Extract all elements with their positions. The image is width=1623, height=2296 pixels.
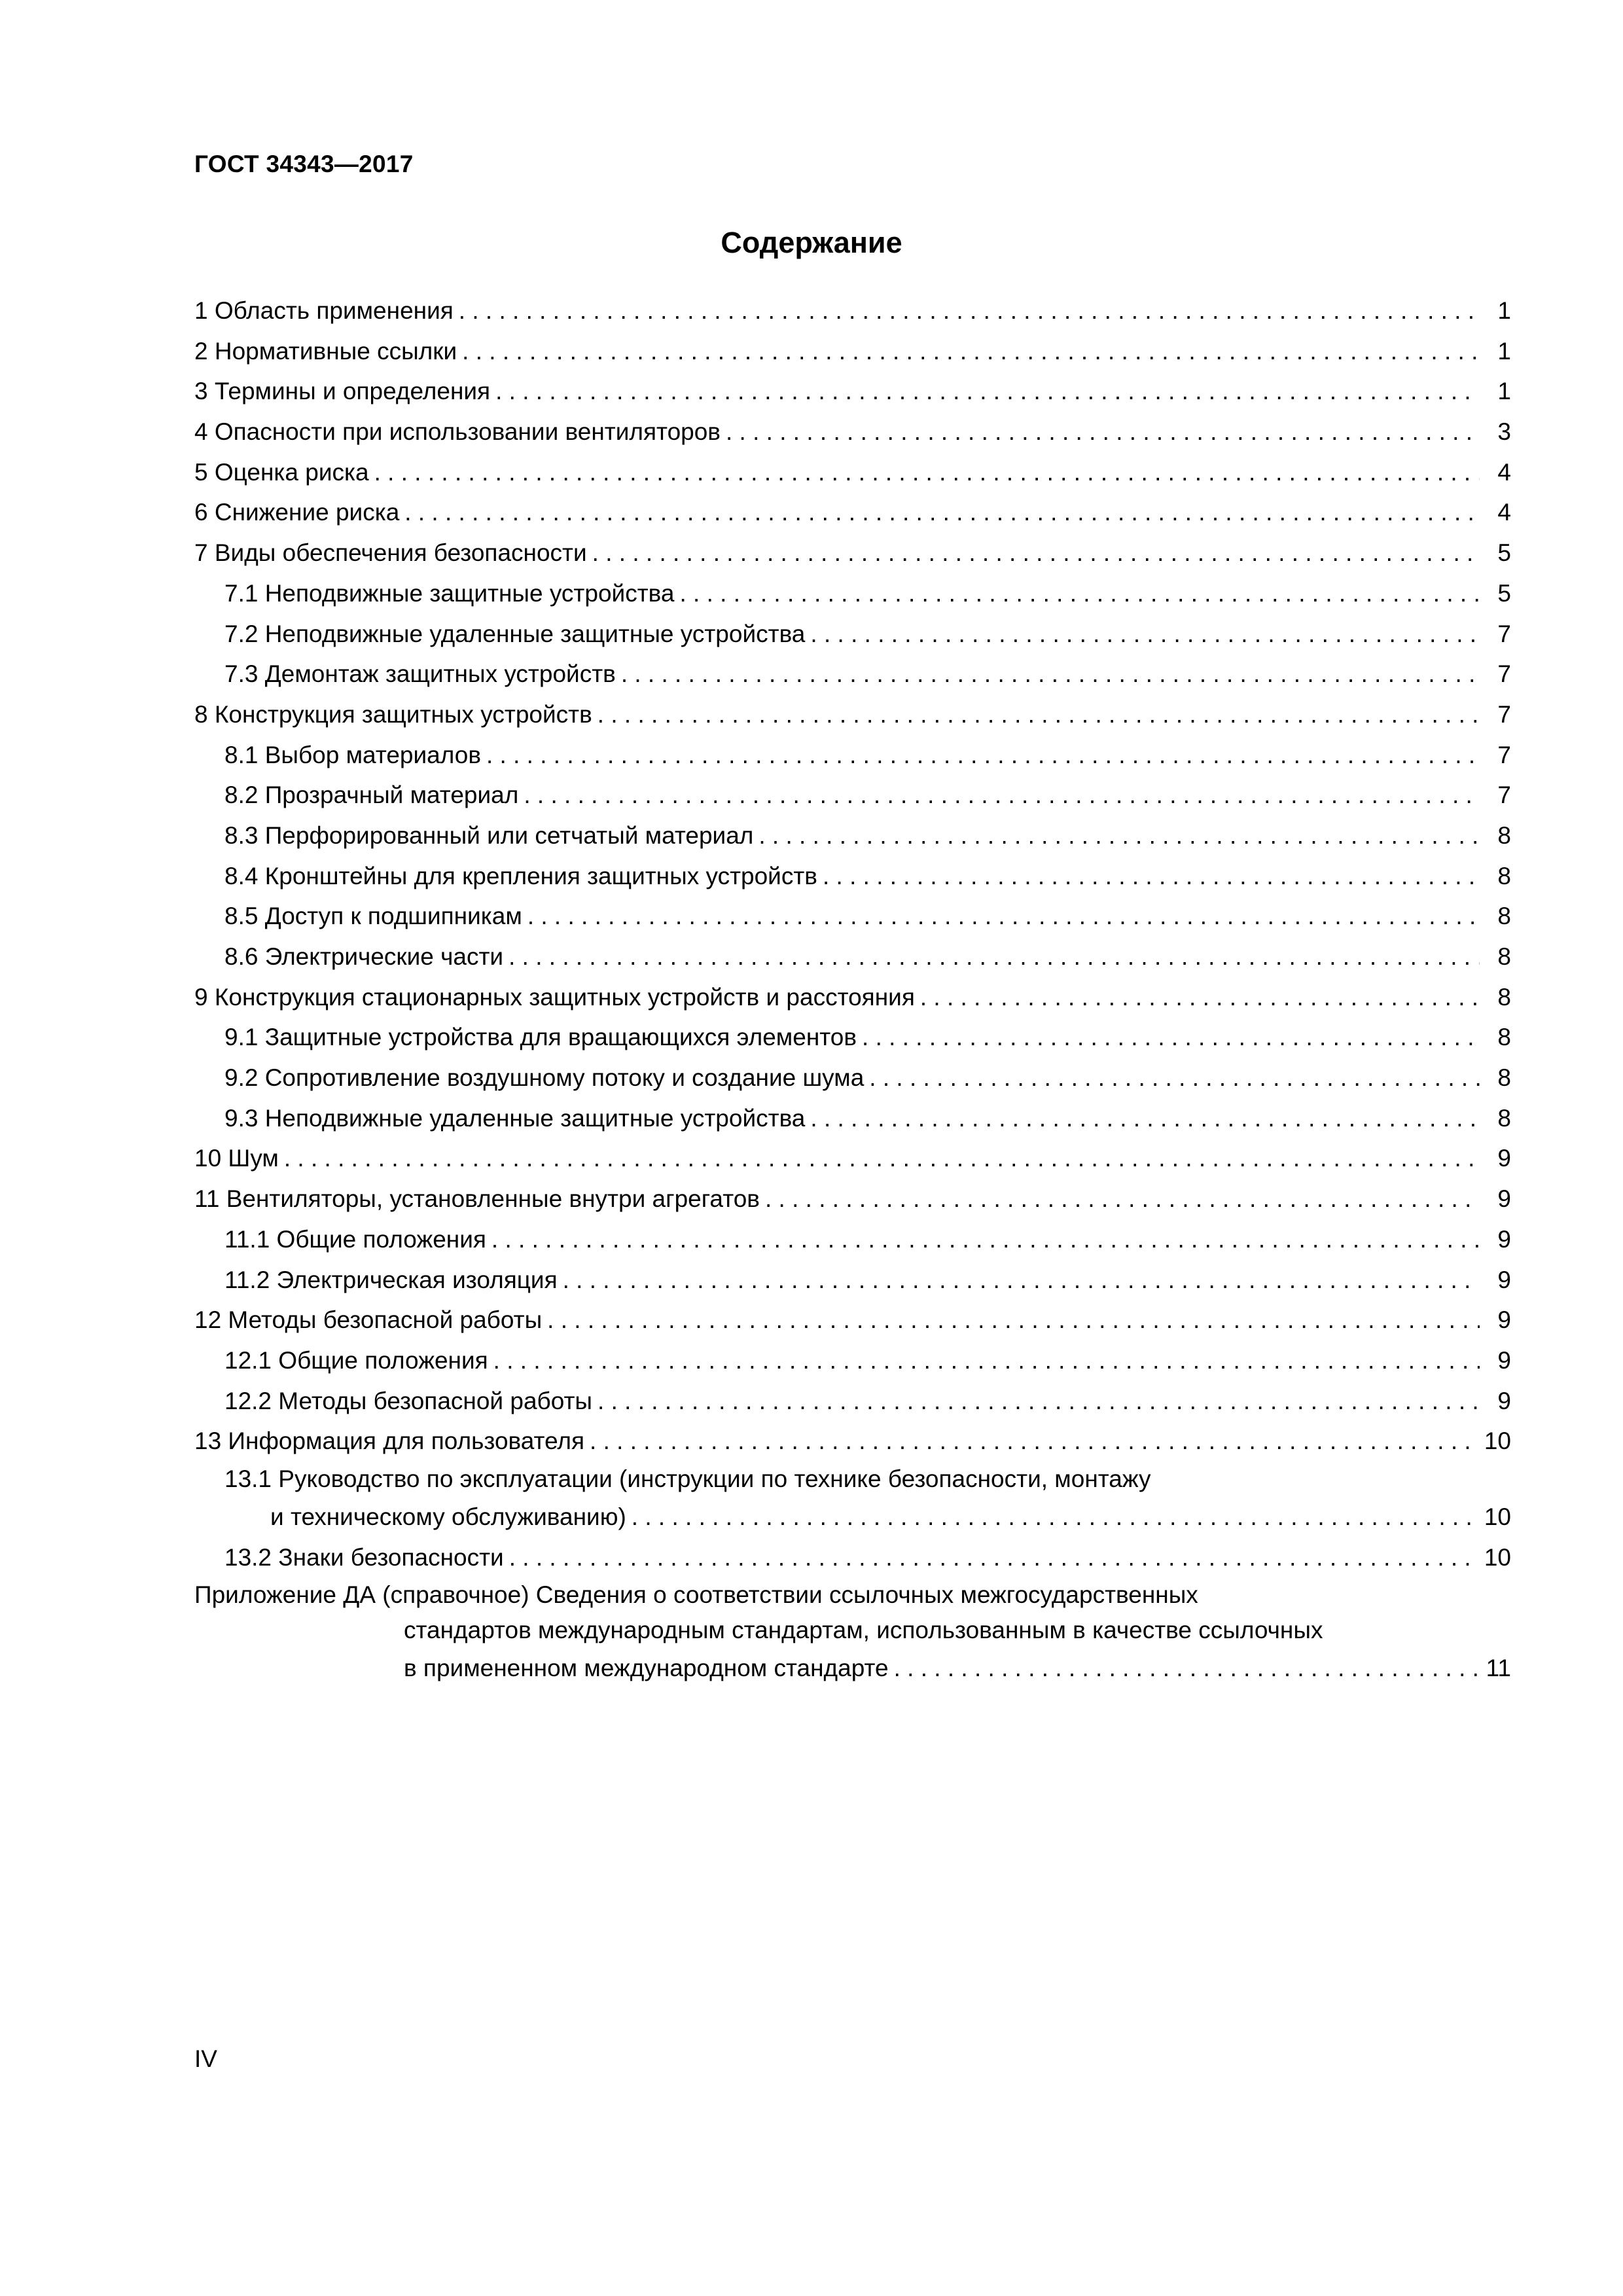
- toc-entry-label: 8.1 Выбор материалов: [224, 741, 481, 768]
- toc-entry[interactable]: [194, 654, 1511, 694]
- toc-entry[interactable]: [194, 533, 1511, 573]
- leader-dots: [621, 654, 1480, 694]
- toc-entry-page: 1: [1497, 337, 1511, 365]
- toc-entry[interactable]: [194, 1138, 1511, 1179]
- leader-dots: [679, 573, 1480, 614]
- toc-entry-label: 11.1 Общие положения: [224, 1225, 486, 1253]
- toc-entry-label: 3 Термины и определения: [194, 378, 491, 405]
- toc-entry-label: Приложение ДА (справочное) Сведения о соответствии ссылочных межгосударственных: [194, 1581, 1198, 1609]
- leader-dots: [491, 1219, 1480, 1260]
- toc-entry[interactable]: [194, 896, 1511, 937]
- toc-entry[interactable]: [194, 291, 1511, 331]
- toc-entry-label: 11 Вентиляторы, установленные внутри агрегатов: [194, 1185, 760, 1213]
- toc-entry-label: 8.5 Доступ к подшипникам: [224, 903, 522, 930]
- toc-entry-page: 8: [1497, 903, 1511, 930]
- toc-entry-label: 1 Область применения: [194, 297, 454, 324]
- toc-entry-page: 7: [1497, 620, 1511, 647]
- toc-entry-label: 8.3 Перфорированный или сетчатый материал: [224, 821, 754, 849]
- leader-dots: [823, 856, 1480, 897]
- toc-entry-page: 9: [1497, 1346, 1511, 1374]
- toc-entry-page: 8: [1497, 1064, 1511, 1092]
- toc-entry-label: 7.2 Неподвижные удаленные защитные устройства: [224, 620, 806, 647]
- toc-entry-page: 9: [1497, 1225, 1511, 1253]
- toc-entry-label: 8 Конструкция защитных устройств: [194, 700, 592, 728]
- leader-dots: [486, 735, 1480, 776]
- toc-entry[interactable]: [194, 1179, 1511, 1219]
- toc-entry-page: 1: [1497, 297, 1511, 324]
- toc-entry-label: стандартов международным стандартам, использованным в качестве ссылочных: [404, 1617, 1323, 1644]
- toc-entry-label: 7.3 Демонтаж защитных устройств: [224, 660, 616, 688]
- toc-entry-label: 6 Снижение риска: [194, 499, 400, 526]
- toc-entry-label: 13.1 Руководство по эксплуатации (инструкции по технике безопасности, монтажу: [224, 1465, 1151, 1492]
- toc-entry-label: 10 Шум: [194, 1145, 279, 1172]
- toc-entry[interactable]: [194, 452, 1511, 493]
- toc-entry[interactable]: [194, 1381, 1511, 1422]
- leader-dots: [508, 937, 1480, 977]
- toc-entry-page: 8: [1497, 821, 1511, 849]
- toc-entry[interactable]: [194, 1462, 1511, 1537]
- leader-dots: [404, 492, 1480, 533]
- toc-entry[interactable]: [194, 1300, 1511, 1340]
- toc-entry[interactable]: [194, 1577, 1511, 1689]
- toc-entry-label: 13 Информация для пользователя: [194, 1427, 585, 1455]
- leader-dots: [810, 1098, 1480, 1139]
- toc-entry-page: 9: [1497, 1266, 1511, 1293]
- toc-entry[interactable]: [194, 694, 1511, 735]
- toc-entry-label: 12.2 Методы безопасной работы: [224, 1387, 593, 1414]
- leader-dots: [547, 1300, 1480, 1340]
- toc-entry-label: 8.4 Кронштейны для крепления защитных устройств: [224, 862, 817, 889]
- toc-entry-label: 12.1 Общие положения: [224, 1346, 488, 1374]
- toc-entry-label: 2 Нормативные ссылки: [194, 337, 457, 365]
- leader-dots: [459, 291, 1480, 331]
- toc-entry-page: 9: [1497, 1185, 1511, 1213]
- toc-entry-label: 13.2 Знаки безопасности: [224, 1543, 504, 1571]
- toc-entry-label: 12 Методы безопасной работы: [194, 1306, 543, 1334]
- toc-entry-label: 9.2 Сопротивление воздушному потоку и создание шума: [224, 1064, 865, 1092]
- toc-entry-label: 9 Конструкция стационарных защитных устройств и расстояния: [194, 983, 915, 1011]
- toc-entry-page: 8: [1497, 1024, 1511, 1051]
- toc-entry-page: 4: [1497, 458, 1511, 486]
- toc-entry[interactable]: [194, 937, 1511, 977]
- leader-dots: [563, 1260, 1480, 1300]
- leader-dots: [758, 816, 1480, 856]
- toc-title: Содержание: [721, 226, 902, 259]
- leader-dots: [765, 1179, 1480, 1219]
- toc-entry-page: 8: [1497, 862, 1511, 889]
- toc-entry[interactable]: [194, 1421, 1511, 1462]
- leader-dots: [592, 533, 1480, 573]
- toc-entry-label: 7 Виды обеспечения безопасности: [194, 539, 587, 567]
- toc-entry[interactable]: [194, 816, 1511, 856]
- toc-entry-label: 8.2 Прозрачный материал: [224, 781, 519, 809]
- toc-entry-page: 7: [1497, 781, 1511, 809]
- toc-entry-page: 9: [1497, 1306, 1511, 1334]
- leader-dots: [524, 775, 1480, 816]
- leader-dots: [894, 1648, 1480, 1689]
- toc-entry[interactable]: [194, 331, 1511, 372]
- toc-entry-page: 7: [1497, 741, 1511, 768]
- leader-dots: [597, 1381, 1480, 1422]
- toc-entry-page: 11: [1486, 1655, 1511, 1682]
- toc-entry[interactable]: [194, 1537, 1511, 1578]
- toc-entry[interactable]: [194, 977, 1511, 1018]
- page-number: IV: [194, 2045, 217, 2072]
- leader-dots: [527, 896, 1480, 937]
- toc-entry-page: 8: [1497, 983, 1511, 1011]
- leader-dots: [495, 371, 1480, 412]
- leader-dots: [920, 977, 1480, 1018]
- toc-entry-page: 7: [1497, 700, 1511, 728]
- toc-entry-page: 8: [1497, 943, 1511, 970]
- toc-entry-label: 9.1 Защитные устройства для вращающихся элементов: [224, 1024, 857, 1051]
- toc-entry-label: 11.2 Электрическая изоляция: [224, 1266, 558, 1293]
- leader-dots: [726, 412, 1480, 452]
- toc-entry-page: 9: [1497, 1387, 1511, 1414]
- toc-entry[interactable]: [194, 412, 1511, 452]
- table-of-contents: [194, 291, 1511, 1689]
- toc-entry-page: 10: [1484, 1503, 1511, 1530]
- toc-entry[interactable]: [194, 1098, 1511, 1139]
- toc-entry-page: 10: [1484, 1543, 1511, 1571]
- toc-entry-page: 5: [1497, 539, 1511, 567]
- toc-entry[interactable]: [194, 856, 1511, 897]
- toc-entry-label: 8.6 Электрические части: [224, 943, 504, 970]
- leader-dots: [493, 1340, 1480, 1381]
- leader-dots: [632, 1497, 1479, 1537]
- toc-entry[interactable]: [194, 371, 1511, 412]
- toc-entry-page: 9: [1497, 1145, 1511, 1172]
- toc-entry-page: 7: [1497, 660, 1511, 688]
- leader-dots: [374, 452, 1480, 493]
- toc-entry-page: 1: [1497, 378, 1511, 405]
- toc-entry-page: 8: [1497, 1104, 1511, 1132]
- toc-entry[interactable]: [194, 775, 1511, 816]
- toc-entry[interactable]: [194, 573, 1511, 614]
- toc-entry[interactable]: [194, 492, 1511, 533]
- toc-entry[interactable]: [194, 1058, 1511, 1098]
- leader-dots: [284, 1138, 1480, 1179]
- leader-dots: [869, 1058, 1480, 1098]
- toc-entry-page: 3: [1497, 418, 1511, 446]
- leader-dots: [509, 1537, 1479, 1578]
- leader-dots: [590, 1421, 1479, 1462]
- toc-entry[interactable]: [194, 1219, 1511, 1260]
- leader-dots: [597, 694, 1480, 735]
- leader-dots: [810, 614, 1480, 655]
- leader-dots: [462, 331, 1480, 372]
- toc-entry[interactable]: [194, 1260, 1511, 1300]
- toc-entry[interactable]: [194, 1017, 1511, 1058]
- toc-entry-page: 10: [1484, 1427, 1511, 1455]
- toc-entry-label: 4 Опасности при использовании вентиляторов: [194, 418, 721, 446]
- toc-entry-page: 5: [1497, 579, 1511, 607]
- toc-entry-label: и техническому обслуживанию): [270, 1503, 626, 1530]
- toc-entry-label: 9.3 Неподвижные удаленные защитные устройства: [224, 1104, 806, 1132]
- toc-entry-page: 4: [1497, 499, 1511, 526]
- leader-dots: [862, 1017, 1480, 1058]
- document-code: ГОСТ 34343—2017: [194, 151, 414, 177]
- toc-entry-label: в примененном международном стандарте: [404, 1655, 889, 1682]
- toc-entry[interactable]: [194, 1340, 1511, 1381]
- toc-entry-label: 7.1 Неподвижные защитные устройства: [224, 579, 675, 607]
- toc-entry-label: 5 Оценка риска: [194, 458, 369, 486]
- toc-entry[interactable]: [194, 735, 1511, 776]
- toc-entry[interactable]: [194, 614, 1511, 655]
